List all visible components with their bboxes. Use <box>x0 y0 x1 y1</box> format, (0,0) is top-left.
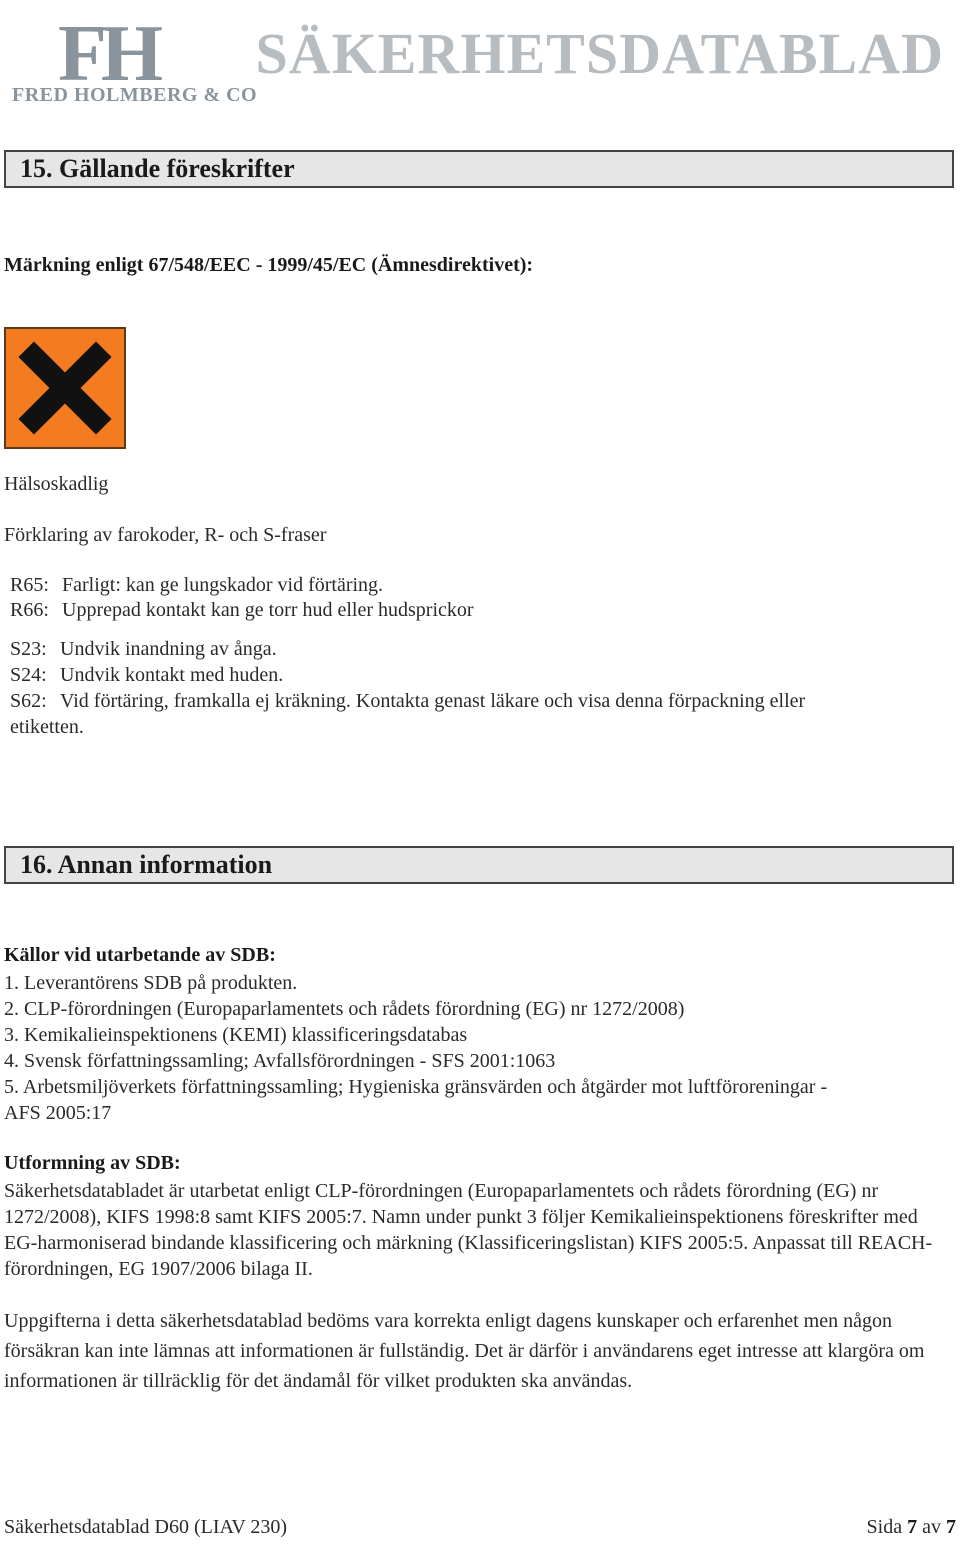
r-phrase-r66 <box>10 597 474 623</box>
list-item: 3. Kemikalieinspektionens (KEMI) klassificeringsdatabas <box>4 1024 468 1046</box>
phrase-text: Upprepad kontakt kan ge torr hud eller hudsprickor <box>62 599 474 621</box>
disclaimer-text: Uppgifterna i detta säkerhetsdatablad bedöms vara korrekta enligt dagens kunskaper och erfarenhet men någon försäkran kan inte lämnas att informationen är fullständig. Det är därför i användarens eget intresse att klargöra om informationen är tillräcklig för det ändamål för vilket produkten ska användas. <box>4 1310 925 1392</box>
hazard-label: Hälsoskadlig <box>4 473 109 495</box>
logo-company-name: FRED HOLMBERG & CO <box>12 84 258 106</box>
page-number <box>867 1516 956 1539</box>
sources-heading: Källor vid utarbetande av SDB: <box>4 944 276 966</box>
document-title: SÄKERHETSDATABLAD <box>255 21 944 86</box>
phrase-code: S24: <box>10 664 47 686</box>
phrase-code: R66: <box>10 599 49 621</box>
phrase-code: R65: <box>10 574 49 596</box>
phrase-text: Farligt: kan ge lungskador vid förtäring. <box>62 574 384 596</box>
page-total: 7 <box>946 1516 956 1538</box>
phrase-text: Vid förtäring, framkalla ej kräkning. Kontakta genast läkare och visa denna förpackning eller <box>60 690 806 712</box>
list-item: 4. Svensk författningssamling; Avfallsförordningen - SFS 2001:1063 <box>4 1050 556 1072</box>
page-current: 7 <box>907 1516 918 1538</box>
page-word: Sida <box>866 1516 903 1538</box>
phrase-text: Undvik inandning av ånga. <box>60 638 277 660</box>
s-phrase-s23 <box>10 636 277 662</box>
marking-heading: Märkning enligt 67/548/EEC - 1999/45/EC (Ämnesdirektivet): <box>4 254 534 276</box>
s-phrase-s24 <box>10 662 283 688</box>
s-phrase-s62-continuation: etiketten. <box>10 716 84 738</box>
section-16-heading: 16. Annan information <box>4 846 954 884</box>
list-item: 1. Leverantörens SDB på produkten. <box>4 972 298 994</box>
r-phrase-r65 <box>10 572 383 598</box>
page-of: av <box>922 1516 941 1538</box>
logo-letters: FH <box>58 10 158 98</box>
company-logo <box>8 10 258 106</box>
footer-doc-name: Säkerhetsdatablad D60 (LIAV 230) <box>4 1516 288 1538</box>
sources-list <box>4 970 934 1126</box>
s-phrase-s62 <box>10 688 805 714</box>
list-item: 5. Arbetsmiljöverkets författningssamling; Hygieniska gränsvärden och åtgärder mot luftföroreningar - <box>4 1076 828 1098</box>
list-item: 2. CLP-förordningen (Europaparlamentets och rådets förordning (EG) nr 1272/2008) <box>4 998 685 1020</box>
section-15-heading: 15. Gällande föreskrifter <box>4 150 954 188</box>
phrase-text: Undvik kontakt med huden. <box>60 664 284 686</box>
phrase-code: S23: <box>10 638 47 660</box>
phrase-explanation: Förklaring av farokoder, R- och S-fraser <box>4 524 327 546</box>
design-text: Säkerhetsdatabladet är utarbetat enligt CLP-förordningen (Europaparlamentets och rådets förordning (EG) nr 1272/2008), KIFS 1998:8 samt KIFS 2005:7. Namn under punkt 3 följer Kemikalieinspektionens föreskrifter med EG-harmoniserad bindande klassificering och märkning (Klassificeringslistan) KIFS 2005:5. Anpassat till REACH-förordningen, EG 1907/2006 bilaga II. <box>4 1180 933 1280</box>
list-item-continuation: AFS 2005:17 <box>4 1102 112 1124</box>
phrase-code: S62: <box>10 690 47 712</box>
harmful-x-icon <box>4 327 126 449</box>
design-heading: Utformning av SDB: <box>4 1152 181 1174</box>
